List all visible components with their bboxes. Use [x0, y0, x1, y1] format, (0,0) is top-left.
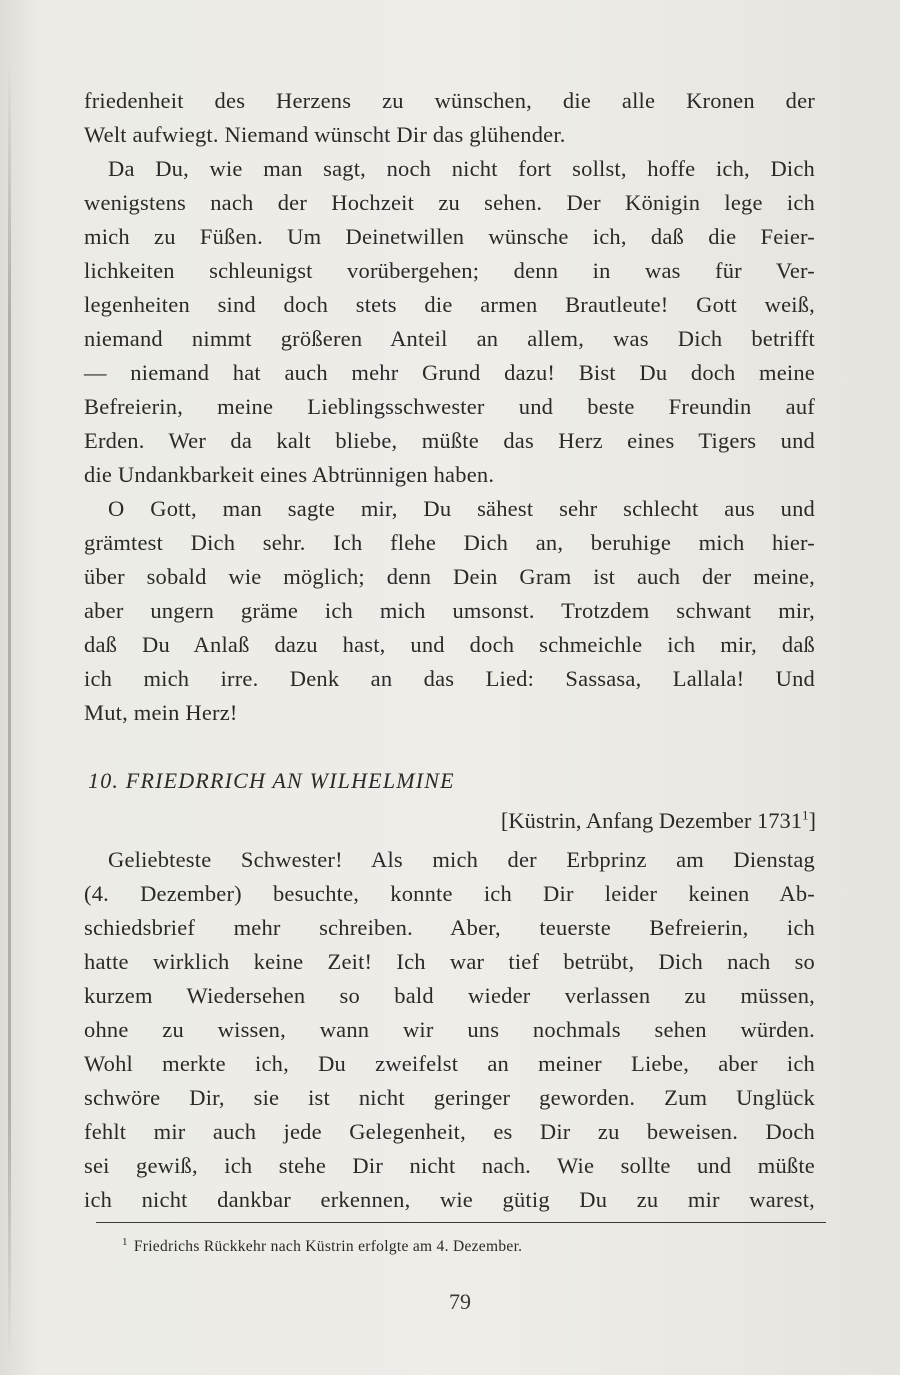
- footnote-mark: 1: [122, 1235, 128, 1248]
- text-line: schiedsbrief mehr schreiben. Aber, teuerste Befreierin, ich: [84, 915, 815, 940]
- text-line: aber ungern gräme ich mich umsonst. Trotzdem schwant mir,: [84, 598, 815, 623]
- text-line: ohne zu wissen, wann wir uns nochmals sehen würden.: [84, 1017, 815, 1042]
- text-line: Mut, mein Herz!: [84, 700, 238, 725]
- text-line: hatte wirklich keine Zeit! Ich war tief betrübt, Dich nach so: [84, 949, 815, 974]
- text-line: Befreierin, meine Lieblingsschwester und beste Freundin auf: [84, 394, 815, 419]
- text-line: O Gott, man sagte mir, Du sähest sehr schlecht aus und: [108, 496, 815, 521]
- text-line: fehlt mir auch jede Gelegenheit, es Dir zu beweisen. Doch: [84, 1119, 815, 1144]
- text-line: ich mich irre. Denk an das Lied: Sassasa, Lallala! Und: [84, 666, 815, 691]
- binding-edge: [8, 60, 11, 1360]
- text-line: Erden. Wer da kalt bliebe, müßte das Herz eines Tigers und: [84, 428, 815, 453]
- text-line: lichkeiten schleunigst vorübergehen; denn in was für Ver-: [84, 258, 815, 283]
- place-date-text: [Küstrin, Anfang Dezember 1731: [500, 808, 802, 833]
- letter-heading: 10. FRIEDRRICH AN WILHELMINE: [88, 768, 455, 793]
- text-line: (4. Dezember) besuchte, konnte ich Dir leider keinen Ab-: [84, 881, 815, 906]
- text-line: sei gewiß, ich stehe Dir nicht nach. Wie sollte und müßte: [84, 1153, 815, 1178]
- text-line: mich zu Füßen. Um Deinetwillen wünsche ich, daß die Feier-: [84, 224, 815, 249]
- text-line: daß Du Anlaß dazu hast, und doch schmeichle ich mir, daß: [84, 632, 815, 657]
- text-line: friedenheit des Herzens zu wünschen, die alle Kronen der: [84, 88, 815, 113]
- text-line: kurzem Wiedersehen so bald wieder verlassen zu müssen,: [84, 983, 815, 1008]
- text-line: Geliebteste Schwester! Als mich der Erbprinz am Dienstag: [108, 847, 815, 872]
- text-line: die Undankbarkeit eines Abtrünnigen haben.: [84, 462, 495, 487]
- footnote-text: Friedrichs Rückkehr nach Küstrin erfolgte am 4. Dezember.: [133, 1238, 523, 1255]
- text-line: schwöre Dir, sie ist nicht geringer geworden. Zum Unglück: [84, 1085, 815, 1110]
- footnote-divider: [96, 1222, 826, 1223]
- text-line: grämtest Dich sehr. Ich flehe Dich an, beruhige mich hier-: [84, 530, 815, 555]
- footnote: [122, 1236, 522, 1258]
- text-line: über sobald wie möglich; denn Dein Gram ist auch der meine,: [84, 564, 815, 589]
- text-line: legenheiten sind doch stets die armen Brautleute! Gott weiß,: [84, 292, 815, 317]
- text-line: Welt aufwiegt. Niemand wünscht Dir das glühender.: [84, 122, 566, 147]
- text-line: wenigstens nach der Hochzeit zu sehen. Der Königin lege ich: [84, 190, 815, 215]
- text-line: — niemand hat auch mehr Grund dazu! Bist Du doch meine: [84, 360, 815, 385]
- letter-place-date: [501, 804, 816, 838]
- text-line: ich nicht dankbar erkennen, wie gütig Du zu mir warest,: [84, 1187, 815, 1212]
- footnote-reference: 1: [802, 807, 809, 823]
- text-line: Wohl merkte ich, Du zweifelst an meiner Liebe, aber ich: [84, 1051, 815, 1076]
- place-date-bracket: ]: [808, 808, 816, 833]
- upper-text-block: [84, 84, 815, 730]
- page-number: 79: [449, 1289, 471, 1314]
- text-line: niemand nimmt größeren Anteil an allem, was Dich betrifft: [84, 326, 815, 351]
- lower-text-block: [84, 843, 815, 1217]
- text-line: Da Du, wie man sagt, noch nicht fort sollst, hoffe ich, Dich: [108, 156, 815, 181]
